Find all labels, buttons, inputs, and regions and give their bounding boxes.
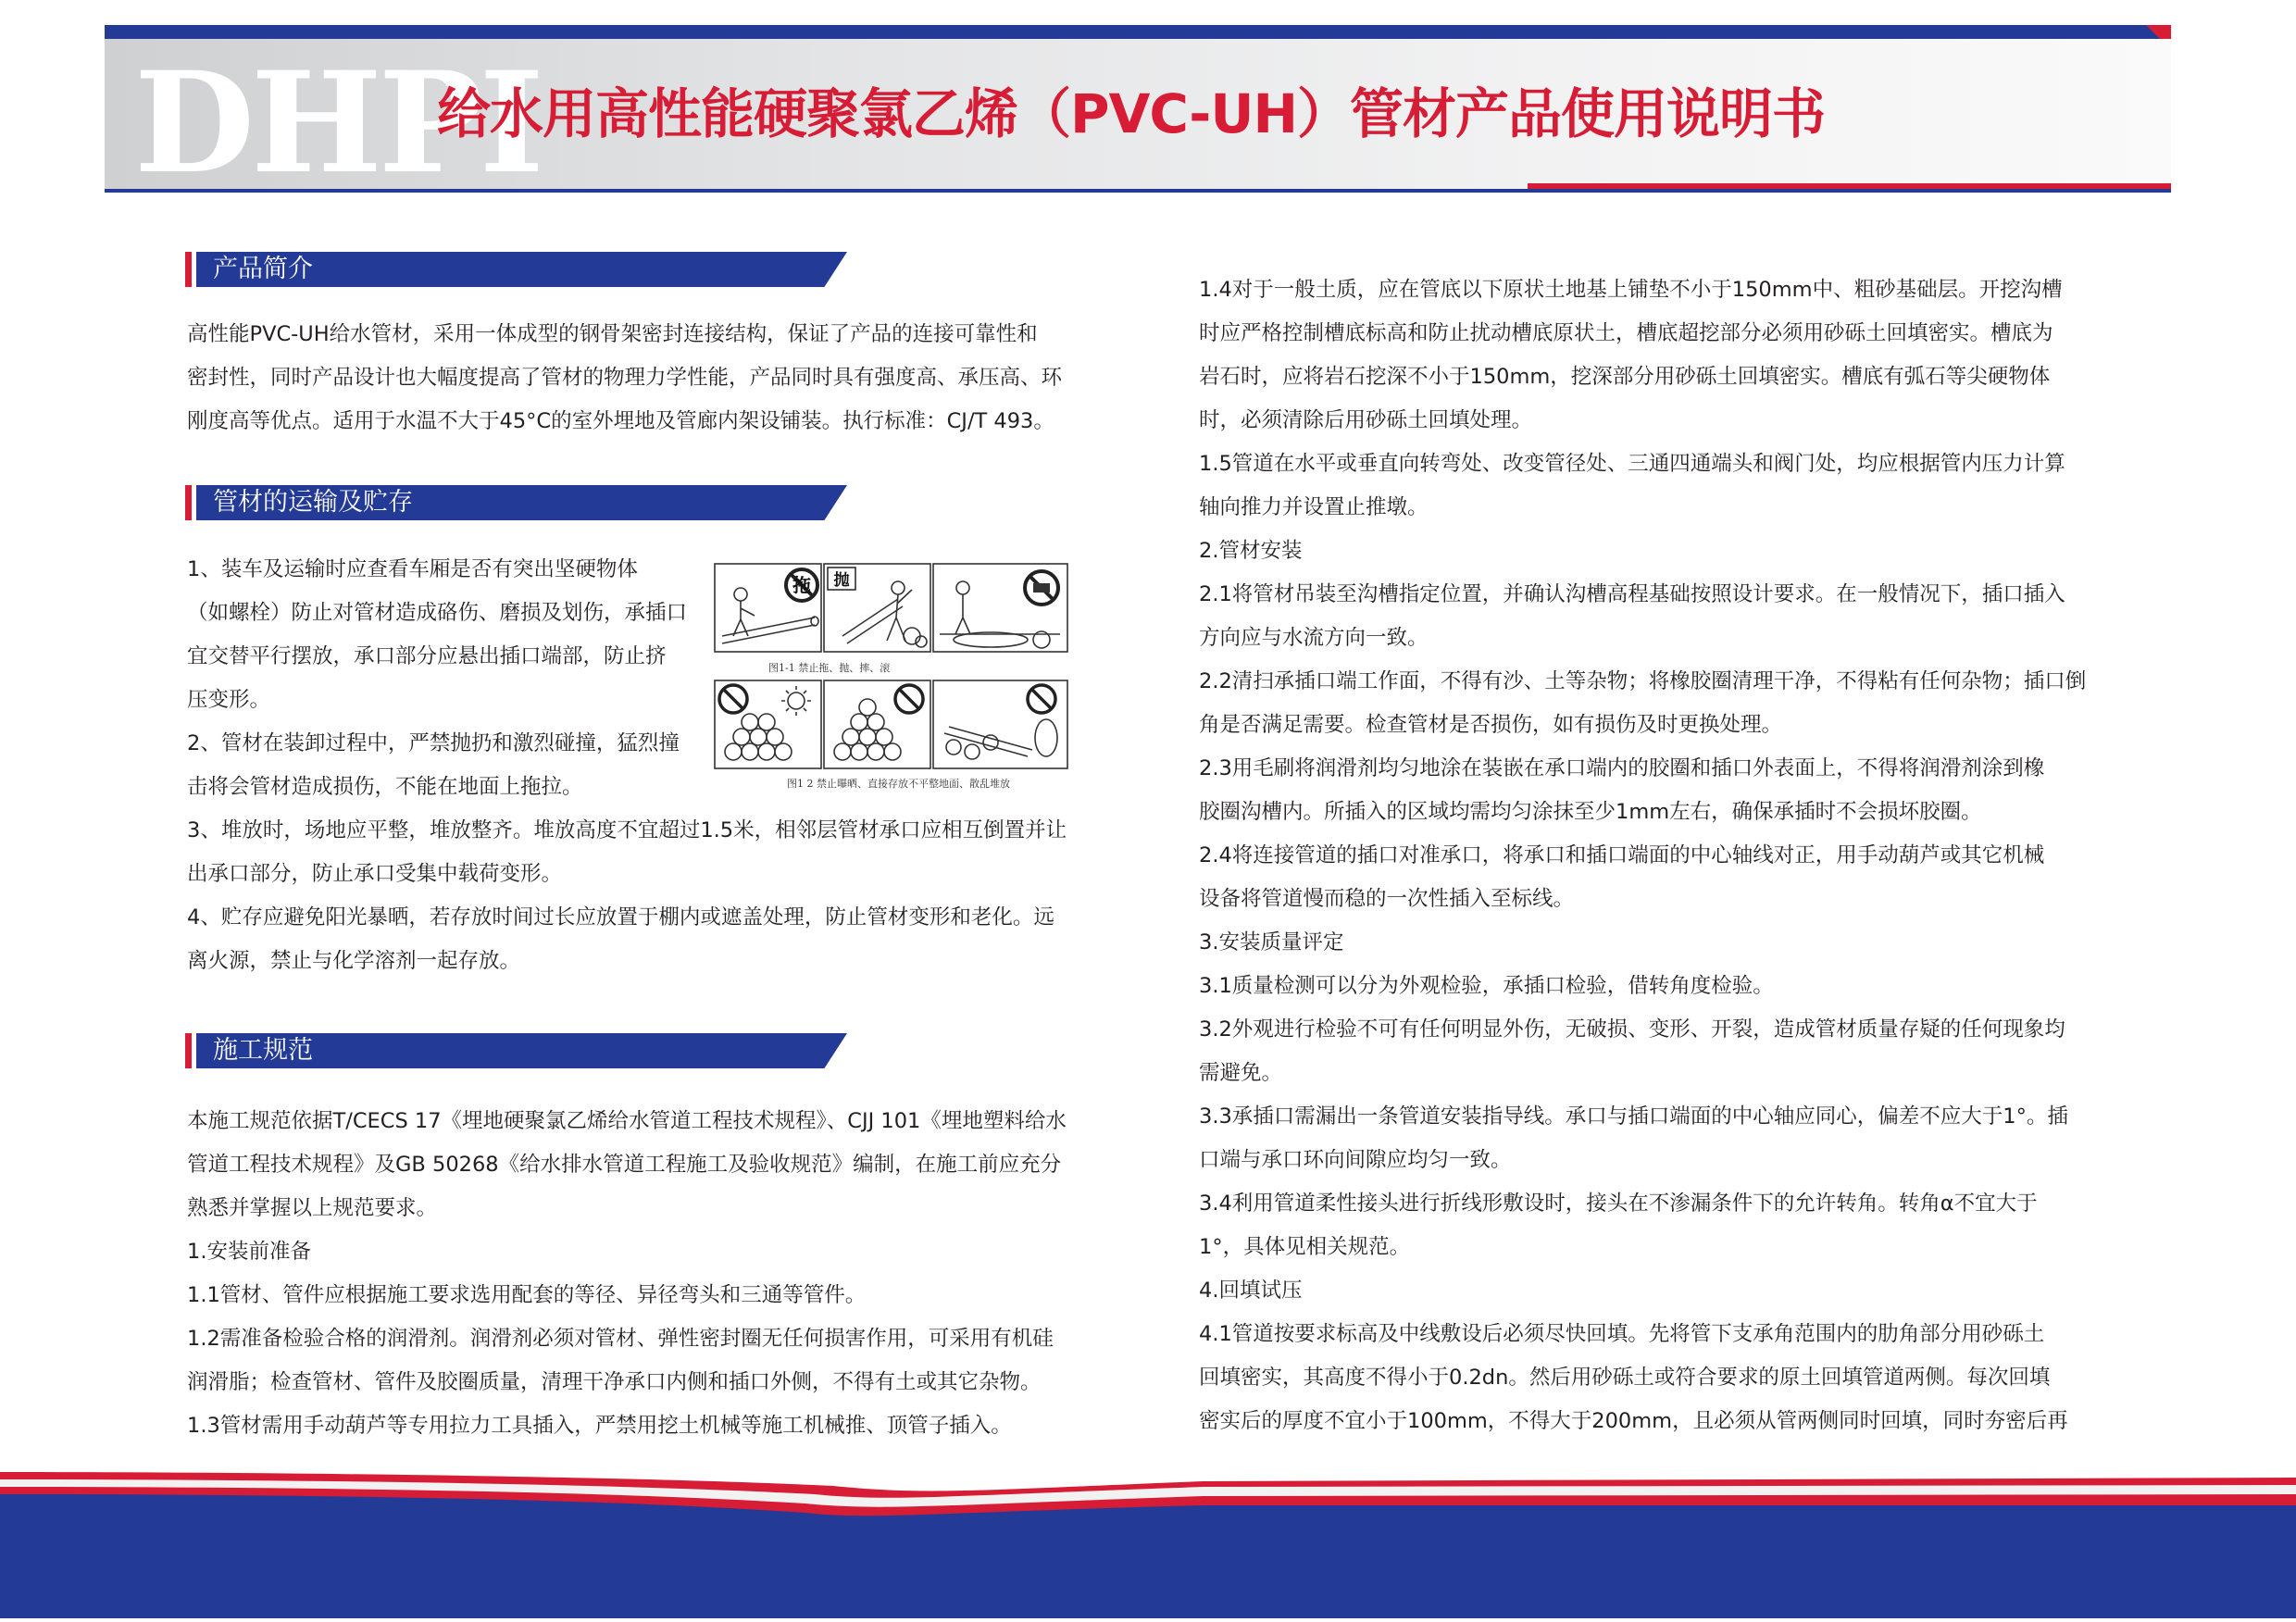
heading-label: 管材的运输及贮存 (213, 488, 413, 517)
footer-blue-band (0, 1494, 2296, 1618)
text-line: 岩石时，应将岩石挖深不小于150mm，挖深部分用砂砾土回填密实。槽底有弧石等尖硬物体 (1199, 365, 2051, 389)
prohibition-sign-drop (1025, 571, 1058, 605)
heading-label: 产品简介 (213, 255, 313, 283)
text-line: 3.1质量检测可以分为外观检验，承插口检验，借转角度检验。 (1199, 974, 1774, 998)
text-line: 高性能PVC-UH给水管材，采用一体成型的钢骨架密封连接结构，保证了产品的连接可靠性和 (187, 322, 1038, 346)
right-column-text (1199, 268, 2097, 1443)
text-line: 2.3用毛刷将润滑剂均匀地涂在装嵌在承口端内的胶圈和插口外表面上，不得将润滑剂涂到橡 (1199, 756, 2045, 780)
prohibition-sign-throw (828, 568, 855, 590)
text-line: 3.4利用管道柔性接头进行折线形敷设时，接头在不渗漏条件下的允许转角。转角α不宜大于 (1199, 1192, 2038, 1216)
section-heading-construction (185, 1033, 847, 1068)
text-line: 胶圈沟槽内。所插入的区域均需均匀涂抹至少1mm左右，确保承插时不会损坏胶圈。 (1199, 800, 1982, 824)
text-line: 润滑脂；检查管材、管件及胶圈质量，清理干净承口内侧和插口外侧，不得有土或其它杂物。 (187, 1370, 1042, 1394)
handling-figure-svg (713, 562, 1069, 801)
handling-illustration (713, 562, 1069, 801)
text-line: 击将会管材造成损伤，不能在地面上拖拉。 (187, 775, 583, 799)
heading-red-mark (185, 252, 192, 287)
transport-text-narrow (187, 548, 701, 809)
text-line: 2、管材在装卸过程中，严禁抛扔和激烈碰撞，猛烈撞 (187, 731, 680, 755)
text-line: 离火源，禁止与化学溶剂一起存放。 (187, 949, 521, 973)
text-line: 角是否满足需要。检查管材是否损伤，如有损伤及时更换处理。 (1199, 713, 1783, 737)
footer-decoration (0, 1454, 2296, 1618)
prohibition-sign-messy (1028, 685, 1055, 713)
text-line: 方向应与水流方向一致。 (1199, 626, 1429, 650)
text-line: 1.1管材、管件应根据施工要求选用配套的等径、异径弯头和三通等管件。 (187, 1283, 867, 1307)
heading-label: 施工规范 (213, 1036, 313, 1065)
text-line: （如螺栓）防止对管材造成硌伤、磨损及划伤，承插口 (187, 601, 688, 625)
header-top-line (105, 25, 2171, 39)
text-line: 密实后的厚度不宜小于100mm，不得大于200mm，且必须从管两侧同时回填，同时夯密后再 (1199, 1409, 2068, 1433)
text-line: 时，必须清除后用砂砾土回填处理。 (1199, 408, 1533, 432)
text-line: 3.2外观进行检验不可有任何明显外伤，无破损、变形、开裂，造成管材质量存疑的任何现象均 (1199, 1017, 2065, 1042)
prohibition-sign-uneven (895, 685, 923, 713)
footer-wave-svg (0, 1454, 2296, 1618)
text-line: 刚度高等优点。适用于水温不大于45°C的室外埋地及管廊内架设铺装。执行标准：CJ/T 493。 (187, 409, 1054, 433)
prohibition-sign-drag (786, 569, 817, 601)
brand-logo: DHPI (134, 42, 541, 205)
heading-red-mark (185, 1033, 192, 1068)
text-line: 1.3管材需用手动葫芦等专用拉力工具插入，严禁用挖土机械等施工机械推、顶管子插入。 (187, 1414, 1012, 1438)
text-line: 回填密实，其高度不得小于0.2dn。然后用砂砾土或符合要求的原土回填管道两侧。每次回填 (1199, 1366, 2051, 1390)
figure-caption-1: 图1-1 禁止拖、抛、摔、滚 (768, 662, 891, 674)
text-line: 1°，具体见相关规范。 (1199, 1235, 1411, 1259)
intro-text (187, 313, 1085, 443)
text-line: 3.安装质量评定 (1199, 930, 1344, 954)
text-line: 2.1将管材吊装至沟槽指定位置，并确认沟槽高程基础按照设计要求。在一般情况下，插口插入 (1199, 582, 2065, 606)
text-line: 宜交替平行摆放，承口部分应悬出插口端部，防止挤 (187, 644, 667, 668)
text-line: 2.4将连接管道的插口对准承口，将承口和插口端面的中心轴线对正，用手动葫芦或其它机械 (1199, 843, 2045, 867)
text-line: 1、装车及运输时应查看车厢是否有突出坚硬物体 (187, 557, 638, 581)
text-line: 1.4对于一般土质，应在管底以下原状土地基上铺垫不小于150mm中、粗砂基础层。开挖沟槽 (1199, 278, 2063, 302)
text-line: 密封性，同时产品设计也大幅度提高了管材的物理力学性能，产品同时具有强度高、承压高、环 (187, 366, 1063, 390)
transport-text-wide (187, 809, 1085, 983)
text-line: 4.回填试压 (1199, 1279, 1303, 1303)
text-line: 1.2需准备检验合格的润滑剂。润滑剂必须对管材、弹性密封圈无任何损害作用，可采用有机硅 (187, 1327, 1054, 1351)
text-line: 压变形。 (187, 688, 271, 712)
text-line: 3.3承插口需漏出一条管道安装指导线。承口与插口端面的中心轴应同心，偏差不应大于1°。插 (1199, 1104, 2068, 1129)
text-line: 设备将管道慢而稳的一次性插入至标线。 (1199, 887, 1575, 911)
section-heading-intro (185, 252, 847, 287)
text-line: 4、贮存应避免阳光暴晒，若存放时间过长应放置于棚内或遮盖处理，防止管材变形和老化。远 (187, 905, 1054, 930)
text-line: 轴向推力并设置止推墩。 (1199, 495, 1429, 519)
figure-caption-2: 图1 2 禁止曝晒、直接存放不平整地面、散乱堆放 (787, 778, 1010, 790)
text-line: 管道工程技术规程》及GB 50268《给水排水管道工程施工及验收规范》编制，在施工前应充分 (187, 1153, 1062, 1177)
text-line: 时应严格控制槽底标高和防止扰动槽底原状土，槽底超挖部分必须用砂砾土回填密实。槽底为 (1199, 321, 2053, 345)
text-line: 4.1管道按要求标高及中线敷设后必须尽快回填。先将管下支承角范围内的肋角部分用砂砾土 (1199, 1322, 2045, 1346)
sign-drag-label: 拖 (792, 574, 811, 596)
text-line: 3、堆放时，场地应平整，堆放整齐。堆放高度不宜超过1.5米，相邻层管材承口应相互倒置并让 (187, 818, 1067, 842)
text-line: 1.安装前准备 (187, 1240, 311, 1264)
text-line: 出承口部分，防止承口受集中载荷变形。 (187, 862, 563, 886)
text-line: 口端与承口环向间隙应均匀一致。 (1199, 1148, 1512, 1172)
sign-throw-label: 抛 (833, 571, 850, 590)
text-line: 本施工规范依据T/CECS 17《埋地硬聚氯乙烯给水管道工程技术规程》、CJJ 101《埋地塑料给水 (187, 1109, 1067, 1133)
section-heading-transport (185, 485, 847, 520)
text-line: 熟悉并掌握以上规范要求。 (187, 1196, 438, 1220)
page-title: 给水用高性能硬聚氯乙烯（PVC-UH）管材产品使用说明书 (437, 82, 1826, 145)
text-line: 2.2清扫承插口端工作面，不得有沙、土等杂物；将橡胶圈清理干净，不得粘有任何杂物；插口倒 (1199, 669, 2087, 693)
text-line: 1.5管道在水平或垂直向转弯处、改变管径处、三通四通端头和阀门处，均应根据管内压力计算 (1199, 452, 2065, 476)
text-line: 需避免。 (1199, 1061, 1283, 1085)
prohibition-sign-sun (719, 685, 747, 713)
heading-red-mark (185, 485, 192, 520)
text-line: 2.管材安装 (1199, 539, 1303, 563)
construction-text (187, 1100, 1085, 1448)
